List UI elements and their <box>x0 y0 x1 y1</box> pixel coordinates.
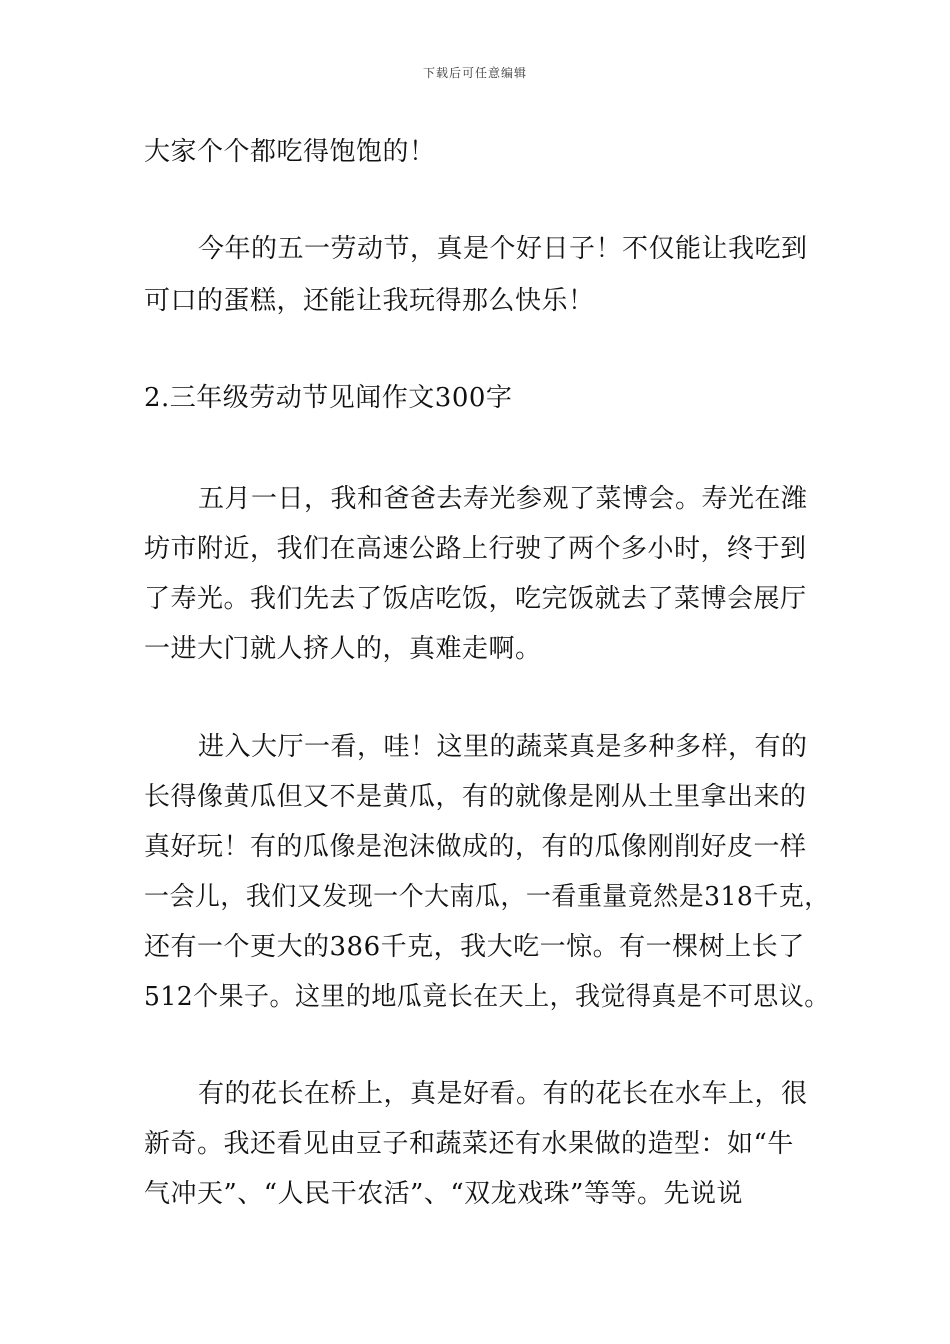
text-line: 长得像黄瓜但又不是黄瓜，有的就像是刚从土里拿出来的 <box>144 782 807 812</box>
text-line: 大家个个都吃得饱饱的！ <box>144 137 436 167</box>
page-header: 下载后可任意编辑 <box>422 66 527 80</box>
text-line: 坊市附近，我们在高速公路上行驶了两个多小时，终于到 <box>144 534 807 564</box>
text-line: 有的花长在桥上，真是好看。有的花长在水车上，很 <box>198 1079 808 1109</box>
text-line: 了寿光。我们先去了饭店吃饭，吃完饭就去了菜博会展厅 <box>144 584 807 614</box>
text-line: 512个果子。这里的地瓜竟长在天上，我觉得真是不可思议。 <box>144 982 830 1012</box>
text-line: 五月一日，我和爸爸去寿光参观了菜博会。寿光在潍 <box>198 484 808 514</box>
text-line: 可口的蛋糕，还能让我玩得那么快乐！ <box>144 286 595 316</box>
text-line: 新奇。我还看见由豆子和蔬菜还有水果做的造型：如“牛 <box>144 1129 794 1159</box>
section-heading: 2.三年级劳动节见闻作文300字 <box>144 383 513 413</box>
text-line: 还有一个更大的386千克，我大吃一惊。有一棵树上长了 <box>144 932 805 962</box>
text-line: 一进大门就人挤人的，真难走啊。 <box>144 634 542 664</box>
text-line: 今年的五一劳动节，真是个好日子！不仅能让我吃到 <box>198 234 808 264</box>
text-line: 真好玩！有的瓜像是泡沫做成的，有的瓜像刚削好皮一样 <box>144 832 807 862</box>
text-line: 一会儿，我们又发现一个大南瓜，一看重量竟然是318千克， <box>144 882 830 912</box>
text-line: 进入大厅一看，哇！这里的蔬菜真是多种多样，有的 <box>198 732 808 762</box>
text-line: 气冲天”、“人民干农活”、“双龙戏珠”等等。先说说 <box>144 1179 743 1209</box>
